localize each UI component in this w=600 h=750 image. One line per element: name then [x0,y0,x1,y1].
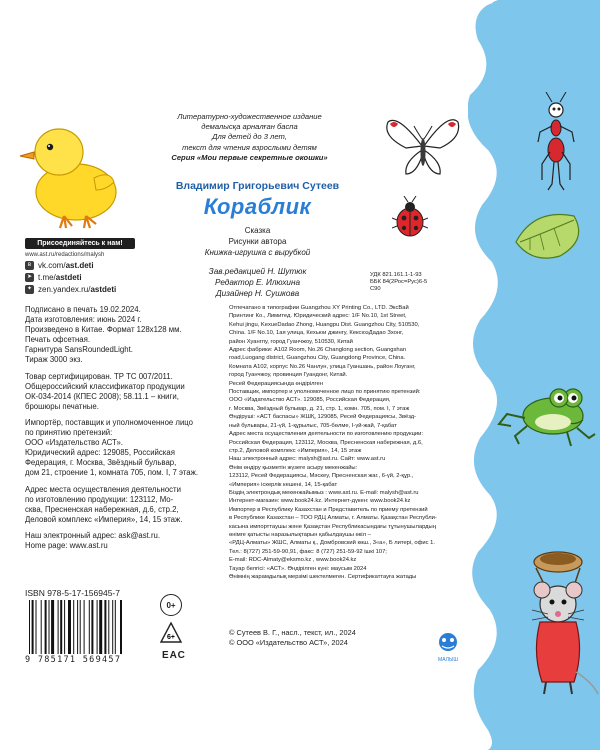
desc-line: текст для чтения взрослыми детям [182,142,317,152]
tg-prefix: t.me/ [38,273,56,282]
certification-info: Товар сертифицирован. ТР ТС 007/2011. Общероссийский классификатор продукции ОК-034-2014 (КПЕС 2008); 58.11.1 – книги, брошюры печатные. [25,371,185,411]
age-warning-icon [160,622,182,644]
zen-prefix: zen.yandex.ru/ [38,285,91,294]
legal-line: Отпечатано в типографии Guangzhou XY Printing Co., LTD. ЭксВай [229,305,409,311]
age-warning-text: 6+ [167,634,175,641]
head-editor: Зав.редакцией Н. Шутюк [208,267,307,276]
ant-illustration [536,92,576,192]
social-block [25,238,135,294]
zen-link[interactable] [25,285,135,294]
isbn-label: ISBN 978-5-17-156945-7 [25,588,120,598]
legal-line: Наш электронный адрес: malysh@ast.ru. Сайт: www.ast.ru [229,456,386,463]
legal-line: Өндіруші: «АСТ баспасы» ЖШҚ, 129085, Ресей Федерациясы, Звёзд- [229,414,417,421]
legal-line: ООО «Издательство АСТ». 129085, Российская Федерация, [229,397,391,404]
legal-line: Өнімнің жарамдылық мерзімі шектелмеген. Сертификаттауға жатады [229,574,417,580]
copyright-line: © ООО «Издательство АСТ», 2024 [229,638,348,647]
barcode [25,600,153,654]
legal-line: Российская Федерация, 123112, Москва, Пресненская набережная, д.6, [229,439,423,446]
format-note: Книжка-игрушка с вырубкой [204,248,311,257]
genre: Сказка [244,226,271,235]
copyright-line: © Сутеев В. Г., насл., текст, ил., 2024 [229,628,356,637]
legal-line: ный бульвары, 21-үй, 1-құрылыс, 705-бөлме, I-үй-жай, 7-қабат [229,422,397,429]
legal-line: Біздің электрондық мекенжайымыз : www.ast.ru. E-mail: malysh@ast.ru [229,489,419,496]
vk-icon: в [25,261,34,270]
legal-line: Ресей Федерациясында өндірілген [229,380,323,387]
series-name: Серия «Мои первые секретные окошки» [171,152,328,162]
leaf-illustration [510,206,590,266]
age-rating-badge: 0+ [160,594,182,616]
tg-handle: astdeti [55,273,82,282]
udk-block [370,272,460,294]
desc-line: демалысқа арналған баспа [201,122,298,132]
publisher-logo-icon [432,630,464,664]
butterfly-illustration [384,112,462,182]
legal-line: China. 1/F No.10, 1ая улица, Кехьюи джингу, КексюэДадао Зхонг, [229,330,404,337]
legal-line: Тауар белгісі: «АСТ». Өндірілген күні: маусым 2024 [229,565,367,572]
legal-line: Kehui jingu, KexueDadao Zhong, Huangpu Dist. Guangzhou City, 510530, [229,321,420,328]
subtitle-block [140,225,375,258]
contacts: Наш электронный адрес: ask@ast.ru. Home page: www.ast.ru [25,530,161,550]
mouse-illustration [488,522,600,698]
copyright-block [229,628,356,648]
legal-line: в Республике Казахстан – ТОО РДЦ Алматы, г. Алматы. Қазақстан Республи- [229,515,437,522]
legal-line: Тел.: 8(727) 251-59-90,91, факс: 8 (727) 251-59-92 ішкі 107; [229,548,387,555]
bbk-code: ББК 84(2Рос=Рус)6-5 [370,279,428,286]
legal-line: Принтинг Ко., Лимитед. Юридический адрес: 1/F No.10, 1st Street, [229,313,407,320]
chick-illustration [14,112,132,230]
legal-line: өнімге қатысты наразылықтарын қабылдаушы өкіл – [229,531,371,538]
edition-description [132,112,367,163]
zen-icon: ✦ [26,286,33,292]
production-address: Адрес места осуществления деятельности по изготовлению продукции: 123112, Мо- сква, Пресненская набережная, д.6, стр.2, Деловой комплекс «Империя», 14, 15 этаж. [25,484,183,524]
print-info-column [25,305,210,557]
credits-block [140,266,375,299]
legal-line: район Хуангпу, город Гуанчжоу, 510530, Китай [229,338,353,345]
legal-line: Адрес места осуществления деятельности по изготовлению продукции: [229,431,423,438]
legal-info-column [229,305,465,582]
legal-line: «Империя» іскерлік кешені, 14, 15-қабат [229,481,338,488]
desc-line: Литературно-художественное издание [177,112,322,121]
vk-link[interactable] [25,261,135,270]
redaction-url[interactable]: www.ast.ru/redactions/malysh [25,252,105,258]
legal-line: касына импорттаушы және Қазақстан Республикасындағы тұтынушылардың [229,523,436,530]
legal-line: Интернет-магазин: www.book24.kz. Интернет-дүкен: www.book24.kz [229,498,411,505]
desc-line: Для детей до 3 лет, [212,132,287,142]
telegram-icon: ➤ [26,274,33,280]
vk-handle: ast.deti [65,261,94,270]
legal-line: road,Luogang district, Guangzhou City, Guangdong Province, China. [229,355,406,362]
join-badge: Присоединяйтесь к нам! [25,238,135,249]
print-info: Подписано в печать 19.02.2024. Дата изготовления: июнь 2024 г. Произведено в Китае. Формат 128x128 мм. Печать офсетная. Гарнитура SansRoundedLight. Тираж 3000 экз. [25,305,182,365]
importer-info: Импортёр, поставщик и уполномоченное лицо по принятию претензий: ООО «Издательство АСТ». Юридический адрес: 129085, Российская Федерация, г. Москва, Звёздный бульвар, дом 21, строение 1, комната 705, пом. I, 7 этаж. [25,417,198,478]
author-sign: С90 [370,286,381,293]
legal-line: Импортер в Республику Казахстан и Представитель по приему претензий [229,506,428,513]
frog-illustration [497,372,597,452]
legal-line: г. Москва, Звёздный бульвар, д. 21, стр. 1, комн. 705, пом. I, 7 этаж [229,405,410,412]
legal-line: город Гуанчжоу, провинция Гуандонг, Китай. [229,372,348,379]
legal-line: Адрес фабрики: A102 Room, No.26 Changlong section, Guangshan [229,347,407,354]
legal-line: 123112, Ресей Федерациясы, Мәскеу, Пресненская жаг., 6-үй, 2-құр., [229,473,414,480]
illustrations-note: Рисунки автора [228,237,287,246]
barcode-number: 9 785171 569457 [25,655,122,665]
vk-prefix: vk.com/ [38,261,66,270]
legal-line: Комната A102, корпус No.26 Чанлун, улица Гуаншань, район Лоуганг, [229,363,416,370]
book-title: Кораблик [203,194,312,219]
legal-line: E-mail: RDC-Almaty@eksmo.kz , www.book24.kz [229,557,357,564]
svg-text:МАЛЫШ: МАЛЫШ [438,657,458,663]
legal-line: «РДЦ-Алматы» ЖШС, Алматы қ., Домбровский көш., 3«а», Б литері, офис 1. [229,540,435,547]
zen-handle: astdeti [90,285,117,294]
legal-line: Өнім өндіру қызметін жүзеге асыру мекенжайы: [229,464,358,471]
ladybug-illustration [392,196,428,240]
eac-mark: ЕАС [162,650,186,661]
legal-line: стр.2, Деловой комплекс «Империя», 14, 15 этаж [229,447,362,454]
author-name: Владимир Григорьевич Сутеев [175,180,340,192]
telegram-link[interactable] [25,273,135,282]
udk-code: УДК 821.161.1-1-93 [370,272,422,278]
legal-line: Поставщик, импортер и уполномоченное лицо по принятию претензий: [229,389,421,396]
editor: Редактор Е. Илюхина [214,278,301,287]
designer: Дизайнер Н. Сушкова [215,289,300,298]
